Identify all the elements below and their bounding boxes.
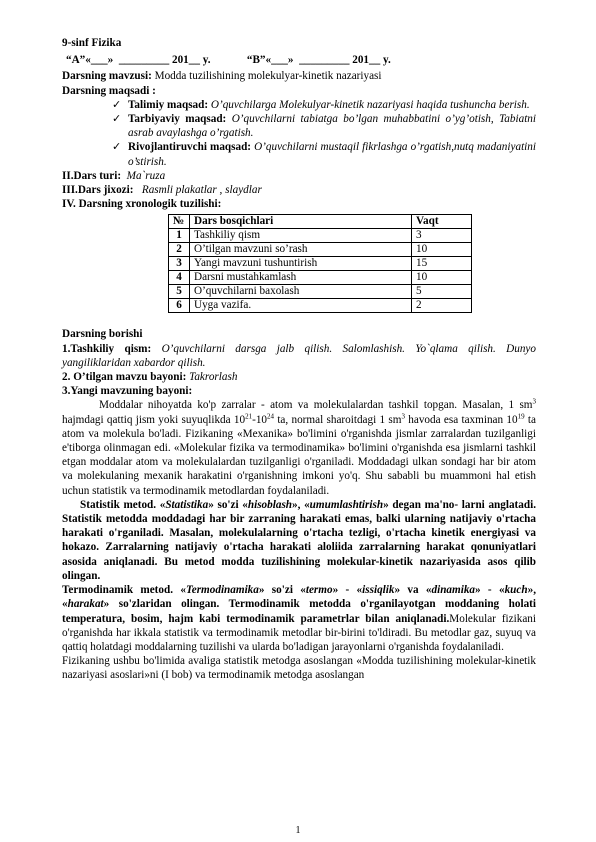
table-header-cell: Dars bosqichlari: [190, 215, 412, 229]
table-cell: Tashkiliy qism: [190, 229, 412, 243]
table-cell: 5: [169, 285, 190, 299]
table-cell: O’quvchilarni baxolash: [190, 285, 412, 299]
table-row: [169, 229, 472, 243]
table-cell: 3: [169, 257, 190, 271]
table-cell: Darsni mustahkamlash: [190, 271, 412, 285]
table-header-cell: №: [169, 215, 190, 229]
paragraph-section-outline: Fizikaning ushbu bo'limida avaliga statistik metodga asoslangan «Modda tuzilishining molekular-kinetik nazariyasi asoslari»ni (I bob) va termodinamik metodga asoslangan: [62, 655, 536, 682]
progress-heading: Darsning borishi: [62, 328, 143, 341]
aim-developmental: ✓ Rivojlantiruvchi maqsad: O’quvchilarni mustaqil fikrlashga o’rgatish,nutq madaniyatini o’stirish.: [112, 140, 536, 168]
table-cell: 10: [412, 271, 472, 285]
table-row: [169, 285, 472, 299]
table-cell: 3: [412, 229, 472, 243]
aims-list: [112, 98, 536, 169]
table-row: [169, 299, 472, 313]
aim-upbringing: ✓ Tarbiyaviy maqsad: O’quvchilarni tabiatga bo’lgan muhabbatini o’yg’otish, Tabiatni asrab avaylashga o’rgatish.: [112, 112, 536, 140]
table-row: [169, 271, 472, 285]
aims-heading: Darsning maqsadi :: [62, 84, 156, 97]
table-cell: 10: [412, 243, 472, 257]
step-organizational: 1.Tashkiliy qism: O’quvchilarni darsga jalb qilish. Salomlashish. Yo`qlama qilish. Dunyo yangiliklaridan xabardor qilish.: [62, 342, 536, 369]
table-cell: Yangi mavzuni tushuntirish: [190, 257, 412, 271]
checkmark-icon: ✓: [112, 97, 122, 111]
grade-title: 9-sinf Fizika: [62, 37, 122, 49]
paragraph-intro: Moddalar nihoyatda ko'p zarralar - atom va molekulalardan tashkil topgan. Masalan, 1 $sm^3$ hajmdagi qattiq jism yoki suyuqlikda $10^{21}-10^{24}$ ta, normal sharoitdagi 1 $sm^3$ havoda esa taxminan $10^{19}$ ta atom va molekula bo'ladi. Fizikaning «Mexanika» bo'limini o'rganishda jismlar zarralardan tuzilganligi e'tiborga olinmagan edi. «Molekular fizika va termodinamika» bo'limini o'rganishda esa jismlarni tashkil etgan moddalar atom va molekulalardan tuzilganligi o'rganiladi. Moddadagi ulkan sondagi har bir atom va molekulaning mexanik harakatini o'rganishning imkoni yo'q. Shu sababli bu muammoni hal etish uchun statistik va termodinamik metodlardan foydalaniladi.: [62, 397, 536, 497]
table-row: [169, 257, 472, 271]
table-cell: Uyga vazifa.: [190, 299, 412, 313]
step-review: 2. O’tilgan mavzu bayoni: Takrorlash: [62, 371, 238, 384]
lesson-topic: Darsning mavzusi: Modda tuzilishining molekulyar-kinetik nazariyasi: [62, 70, 382, 83]
document-page: [62, 36, 536, 683]
paragraph-statistical-method: Statistik metod. «Statistika» so'zi «hisoblash», «umumlashtirish» degan ma'no- larni anglatadi. Statistik metodda moddadagi har bir zarraning harakati emas, balki ularning natijaviy o'rtacha harakati o'rganiladi. Masalan, molekulalarning o'rtacha tezligi, o'rtacha kinetik energiyasi va hokazo. Zarralarning natijaviy o'rtacha harakati aloliida zarralarning harakat qonuniyatlari asosida aniqlanadi. Bu metod modda tuzilishining molekular-kinetik nazariyasida asos qilib olingan.: [62, 498, 536, 582]
table-header-row: [169, 215, 472, 229]
table-header-cell: Vaqt: [412, 215, 472, 229]
table-cell: 1: [169, 229, 190, 243]
lesson-stages-table: [168, 214, 472, 313]
table-cell: 4: [169, 271, 190, 285]
lesson-equipment: III.Dars jixozi: Rasmli plakatlar , slaydlar: [62, 184, 262, 197]
page-number: 1: [295, 825, 301, 836]
table-cell: 2: [412, 299, 472, 313]
checkmark-icon: ✓: [112, 140, 122, 154]
table-cell: 2: [169, 243, 190, 257]
paragraph-thermodynamic-method: Termodinamik metod. «Termodinamika» so'zi «termo» - «issiqlik» va «dinamika» - «kuch», «harakat» so'zlaridan olingan. Termodinamik metodda o'rganilayotgan moddaning holati temperatura, bosim, hajm kabi termodinamik parametrlar bilan aniqlanadi.Molekular fizikani o'rganishda har ikkala statistik va termodinamik metodlar bir-birini to'ldiradi. Bu metodlar gaz, suyuq va qattiq holatdagi moddalarning tuzilishi va ularda bo'ladigan jarayonlarni o'rganishda foydalaniladi.: [62, 584, 536, 653]
table-cell: 5: [412, 285, 472, 299]
table-cell: O’tilgan mavzuni so’rash: [190, 243, 412, 257]
aim-educational: ✓ Talimiy maqsad: O’quvchilarga Molekulyar-kinetik nazariyasi haqida tushuncha berish.: [112, 97, 530, 111]
checkmark-icon: ✓: [112, 112, 122, 126]
table-cell: 6: [169, 299, 190, 313]
table-cell: 15: [412, 257, 472, 271]
lesson-type: II.Dars turi: Ma`ruza: [62, 169, 166, 182]
table-row: [169, 243, 472, 257]
chronology-heading: IV. Darsning xronologik tuzilishi:: [62, 198, 222, 211]
step-new-topic-heading: 3.Yangi mavzuning bayoni:: [62, 385, 193, 398]
date-line: “A”«___» _________ 201__ y. “B”«___» _________ 201__ y.: [66, 54, 391, 67]
